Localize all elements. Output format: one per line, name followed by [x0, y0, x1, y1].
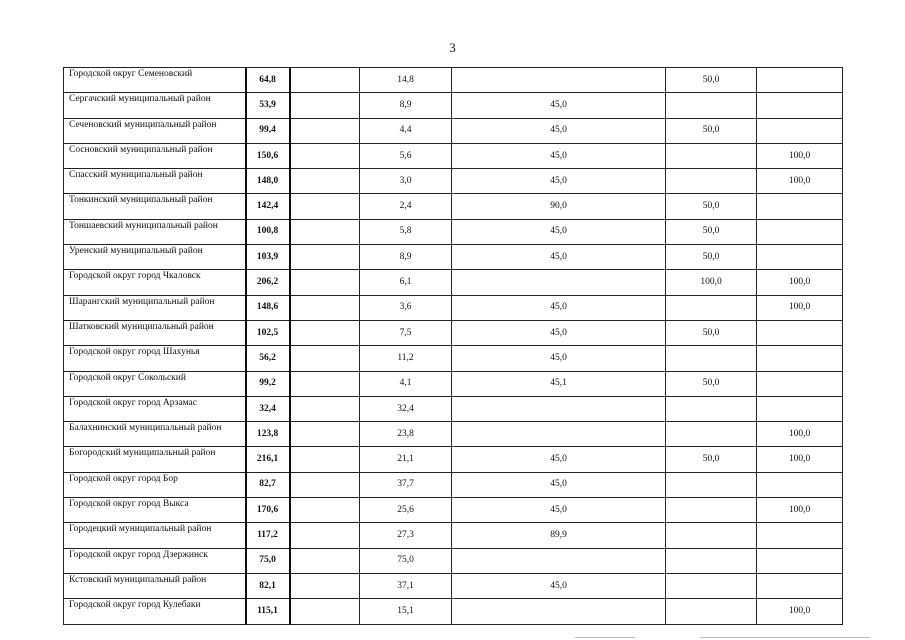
table-row	[64, 143, 843, 168]
col-3-cell	[290, 447, 360, 472]
col-7-cell: 100,0	[757, 422, 843, 447]
table-row	[64, 548, 843, 573]
col-6-cell	[666, 346, 757, 371]
col-7-cell	[757, 472, 843, 497]
total-cell: 82,1	[246, 573, 290, 598]
municipality-name-cell: Кстовский муниципальный район	[64, 573, 246, 598]
col-6-cell: 100,0	[666, 270, 757, 295]
total-cell: 170,6	[246, 498, 290, 523]
total-cell: 148,0	[246, 169, 290, 194]
col-7-cell	[757, 219, 843, 244]
table-row	[64, 523, 843, 548]
col-4-cell: 3,6	[360, 295, 452, 320]
col-6-cell	[666, 498, 757, 523]
municipality-name-cell: Городской округ город Арзамас	[64, 396, 246, 421]
col-5-cell: 45,1	[452, 371, 666, 396]
col-7-cell: 100,0	[757, 295, 843, 320]
col-4-cell: 8,9	[360, 245, 452, 270]
col-3-cell	[290, 422, 360, 447]
allocation-table	[63, 67, 843, 625]
col-5-cell	[452, 548, 666, 573]
total-cell: 82,7	[246, 472, 290, 497]
col-4-cell: 7,5	[360, 320, 452, 345]
col-7-cell	[757, 548, 843, 573]
col-6-cell: 50,0	[666, 219, 757, 244]
total-cell: 103,9	[246, 245, 290, 270]
col-4-cell: 15,1	[360, 599, 452, 624]
col-7-cell: 100,0	[757, 447, 843, 472]
table-row	[64, 93, 843, 118]
col-7-cell: 100,0	[757, 143, 843, 168]
col-5-cell: 45,0	[452, 472, 666, 497]
col-3-cell	[290, 143, 360, 168]
col-5-cell: 45,0	[452, 93, 666, 118]
municipality-name-cell: Городской округ город Дзержинск	[64, 548, 246, 573]
total-cell: 102,5	[246, 320, 290, 345]
table-row	[64, 68, 843, 93]
total-cell: 148,6	[246, 295, 290, 320]
col-5-cell	[452, 270, 666, 295]
col-7-cell	[757, 396, 843, 421]
table-row	[64, 371, 843, 396]
col-4-cell: 37,7	[360, 472, 452, 497]
table-row	[64, 498, 843, 523]
table-row	[64, 169, 843, 194]
col-3-cell	[290, 219, 360, 244]
col-3-cell	[290, 599, 360, 624]
table-row	[64, 194, 843, 219]
col-3-cell	[290, 194, 360, 219]
col-7-cell	[757, 346, 843, 371]
total-cell: 150,6	[246, 143, 290, 168]
col-6-cell	[666, 548, 757, 573]
col-3-cell	[290, 548, 360, 573]
col-4-cell: 21,1	[360, 447, 452, 472]
table-row	[64, 219, 843, 244]
col-3-cell	[290, 346, 360, 371]
municipality-name-cell: Городецкий муниципальный район	[64, 523, 246, 548]
col-7-cell: 100,0	[757, 599, 843, 624]
col-6-cell: 50,0	[666, 118, 757, 143]
col-7-cell	[757, 118, 843, 143]
total-cell: 56,2	[246, 346, 290, 371]
total-cell: 64,8	[246, 68, 290, 93]
col-5-cell: 45,0	[452, 245, 666, 270]
col-4-cell: 25,6	[360, 498, 452, 523]
total-cell: 32,4	[246, 396, 290, 421]
col-3-cell	[290, 245, 360, 270]
municipality-name-cell: Городской округ город Чкаловск	[64, 270, 246, 295]
col-4-cell: 37,1	[360, 573, 452, 598]
col-6-cell: 50,0	[666, 194, 757, 219]
col-6-cell	[666, 523, 757, 548]
col-5-cell: 45,0	[452, 118, 666, 143]
table-row	[64, 320, 843, 345]
col-5-cell	[452, 68, 666, 93]
col-6-cell: 50,0	[666, 371, 757, 396]
col-3-cell	[290, 169, 360, 194]
col-4-cell: 14,8	[360, 68, 452, 93]
col-4-cell: 75,0	[360, 548, 452, 573]
col-5-cell	[452, 422, 666, 447]
table-row	[64, 472, 843, 497]
col-6-cell: 50,0	[666, 245, 757, 270]
table-row	[64, 447, 843, 472]
col-5-cell: 45,0	[452, 143, 666, 168]
table-body	[64, 68, 843, 625]
col-3-cell	[290, 295, 360, 320]
col-6-cell	[666, 422, 757, 447]
col-3-cell	[290, 320, 360, 345]
municipality-name-cell: Тоншаевский муниципальный район	[64, 219, 246, 244]
col-4-cell: 32,4	[360, 396, 452, 421]
page-number: 3	[449, 40, 456, 55]
col-3-cell	[290, 396, 360, 421]
col-6-cell	[666, 143, 757, 168]
table-row	[64, 270, 843, 295]
municipality-name-cell: Городской округ Семеновский	[64, 68, 246, 93]
col-5-cell: 45,0	[452, 447, 666, 472]
col-3-cell	[290, 93, 360, 118]
municipality-name-cell: Городской округ город Выкса	[64, 498, 246, 523]
col-7-cell	[757, 68, 843, 93]
table-row	[64, 573, 843, 598]
col-5-cell: 45,0	[452, 498, 666, 523]
table-row	[64, 599, 843, 624]
municipality-name-cell: Уренский муниципальный район	[64, 245, 246, 270]
total-cell: 216,1	[246, 447, 290, 472]
col-4-cell: 4,4	[360, 118, 452, 143]
municipality-name-cell: Сосновский муниципальный район	[64, 143, 246, 168]
total-cell: 142,4	[246, 194, 290, 219]
col-6-cell	[666, 93, 757, 118]
col-4-cell: 4,1	[360, 371, 452, 396]
col-7-cell: 100,0	[757, 270, 843, 295]
col-4-cell: 23,8	[360, 422, 452, 447]
total-cell: 99,2	[246, 371, 290, 396]
col-5-cell: 45,0	[452, 573, 666, 598]
col-5-cell	[452, 599, 666, 624]
col-6-cell: 50,0	[666, 447, 757, 472]
municipality-name-cell: Городской округ город Кулебаки	[64, 599, 246, 624]
scan-edge-line	[700, 637, 870, 638]
table-row	[64, 422, 843, 447]
municipality-name-cell: Шарангский муниципальный район	[64, 295, 246, 320]
col-5-cell: 45,0	[452, 320, 666, 345]
col-3-cell	[290, 472, 360, 497]
col-3-cell	[290, 498, 360, 523]
municipality-name-cell: Богородский муниципальный район	[64, 447, 246, 472]
municipality-name-cell: Городской округ город Бор	[64, 472, 246, 497]
scan-edge-line	[575, 637, 635, 638]
table-row	[64, 245, 843, 270]
col-7-cell: 100,0	[757, 498, 843, 523]
col-6-cell	[666, 599, 757, 624]
col-5-cell: 90,0	[452, 194, 666, 219]
col-5-cell: 45,0	[452, 169, 666, 194]
col-6-cell: 50,0	[666, 320, 757, 345]
municipality-name-cell: Балахнинский муниципальный район	[64, 422, 246, 447]
col-3-cell	[290, 68, 360, 93]
col-4-cell: 11,2	[360, 346, 452, 371]
total-cell: 206,2	[246, 270, 290, 295]
col-3-cell	[290, 523, 360, 548]
col-5-cell: 45,0	[452, 219, 666, 244]
col-3-cell	[290, 118, 360, 143]
col-4-cell: 8,9	[360, 93, 452, 118]
total-cell: 99,4	[246, 118, 290, 143]
municipality-name-cell: Городской округ город Шахунья	[64, 346, 246, 371]
total-cell: 117,2	[246, 523, 290, 548]
col-4-cell: 2,4	[360, 194, 452, 219]
col-4-cell: 6,1	[360, 270, 452, 295]
col-5-cell: 45,0	[452, 346, 666, 371]
municipality-name-cell: Шатковский муниципальный район	[64, 320, 246, 345]
col-7-cell: 100,0	[757, 169, 843, 194]
col-4-cell: 3,0	[360, 169, 452, 194]
table-row	[64, 396, 843, 421]
col-4-cell: 5,6	[360, 143, 452, 168]
municipality-name-cell: Городской округ Сокольский	[64, 371, 246, 396]
total-cell: 100,8	[246, 219, 290, 244]
col-3-cell	[290, 573, 360, 598]
col-3-cell	[290, 270, 360, 295]
col-7-cell	[757, 523, 843, 548]
col-5-cell: 45,0	[452, 295, 666, 320]
col-3-cell	[290, 371, 360, 396]
col-6-cell	[666, 169, 757, 194]
col-7-cell	[757, 194, 843, 219]
col-7-cell	[757, 371, 843, 396]
total-cell: 53,9	[246, 93, 290, 118]
col-6-cell	[666, 396, 757, 421]
col-7-cell	[757, 245, 843, 270]
col-7-cell	[757, 320, 843, 345]
col-4-cell: 27,3	[360, 523, 452, 548]
municipality-name-cell: Тонкинский муниципальный район	[64, 194, 246, 219]
table-row	[64, 118, 843, 143]
col-5-cell	[452, 396, 666, 421]
col-7-cell	[757, 93, 843, 118]
total-cell: 123,8	[246, 422, 290, 447]
col-6-cell	[666, 472, 757, 497]
municipality-name-cell: Спасский муниципальный район	[64, 169, 246, 194]
total-cell: 75,0	[246, 548, 290, 573]
table-row	[64, 295, 843, 320]
col-6-cell	[666, 295, 757, 320]
col-7-cell	[757, 573, 843, 598]
col-6-cell: 50,0	[666, 68, 757, 93]
col-5-cell: 89,9	[452, 523, 666, 548]
municipality-name-cell: Сеченовский муниципальный район	[64, 118, 246, 143]
table-row	[64, 346, 843, 371]
municipality-name-cell: Сергачский муниципальный район	[64, 93, 246, 118]
total-cell: 115,1	[246, 599, 290, 624]
col-4-cell: 5,8	[360, 219, 452, 244]
col-6-cell	[666, 573, 757, 598]
